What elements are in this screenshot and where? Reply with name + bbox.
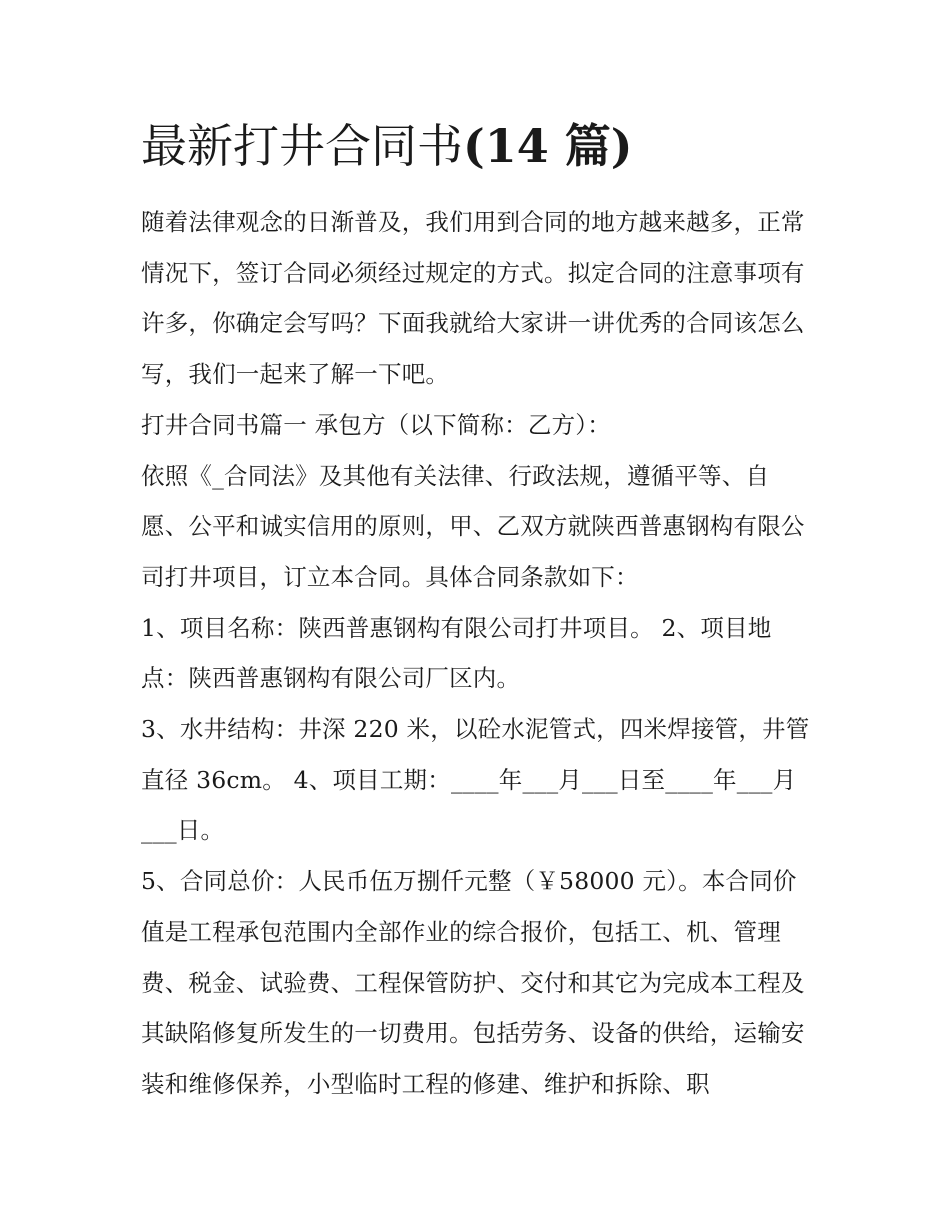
clause-3-4-paragraph: 3、水井结构：井深 220 米，以砼水泥管式，四米焊接管，井管直径 36cm。 4、项目工期：____年___月___日至____年___月___日。 — [141, 715, 810, 845]
preamble-paragraph: 依照《_合同法》及其他有关法律、行政法规，遵循平等、自愿、公平和诚实信用的原则，甲、乙双方就陕西普惠钢构有限公司打井项目，订立本合同。具体合同条款如下： — [141, 461, 805, 591]
title-main: 最新打井合同书 — [141, 119, 463, 173]
document-title — [141, 114, 633, 178]
document-body — [141, 197, 813, 1110]
intro-paragraph: 随着法律观念的日渐普及，我们用到合同的地方越来越多，正常情况下，签订合同必须经过规定的方式。拟定合同的注意事项有许多，你确定会写吗？下面我就给大家讲一讲优秀的合同该怎么写，我们一起来了解一下吧。 — [141, 208, 805, 389]
section-heading-paragraph: 打井合同书篇一 承包方（以下简称：乙方）： — [141, 410, 611, 439]
clause-5-paragraph: 5、合同总价：人民币伍万捌仟元整（￥58000 元）。本合同价值是工程承包范围内全部作业的综合报价，包括工、机、管理费、税金、试验费、工程保管防护、交付和其它为完成本工程及其缺陷修复所发生的一切费用。包括劳务、设备的供给，运输安装和维修保养，小型临时工程的修建、维护和拆除、职 — [141, 867, 805, 1098]
title-suffix: (14 篇) — [463, 119, 633, 173]
clause-1-2-paragraph: 1、项目名称：陕西普惠钢构有限公司打井项目。 2、项目地点：陕西普惠钢构有限公司厂区内。 — [141, 613, 772, 693]
